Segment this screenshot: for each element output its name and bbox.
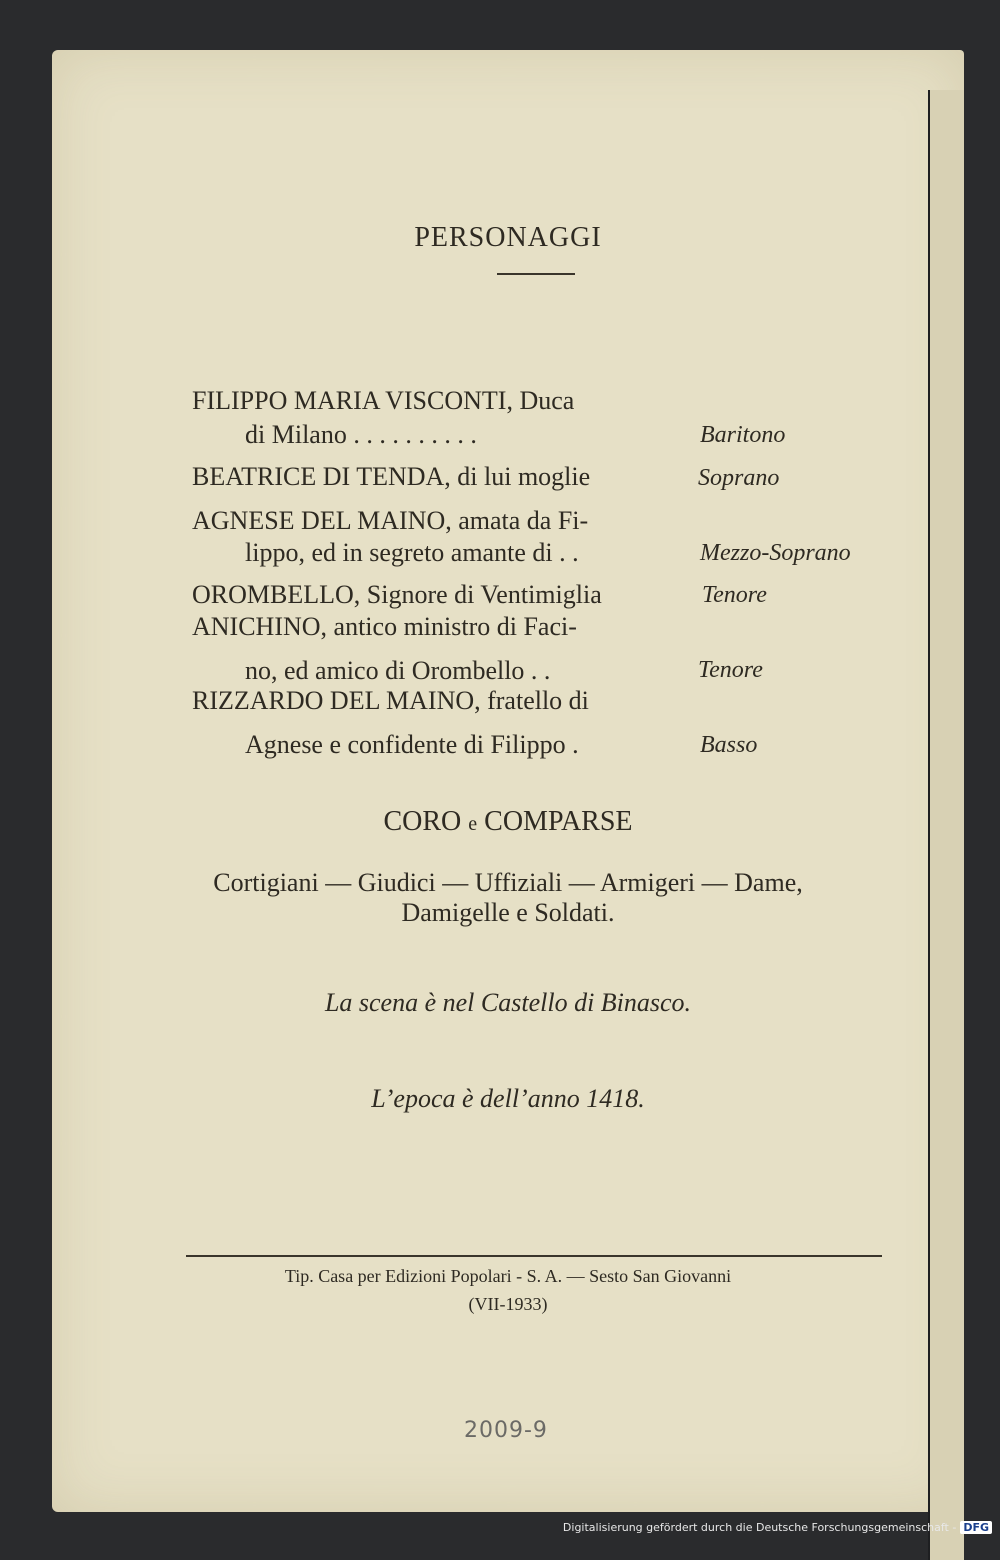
book-page: [52, 50, 964, 1512]
cast-name-line: FILIPPO MARIA VISCONTI, Duca: [192, 386, 575, 415]
cast-name-line: BEATRICE DI TENDA, di lui moglie: [192, 462, 591, 491]
epoch-setting: L’epoca è dell’anno 1418.: [371, 1084, 645, 1113]
cast-name-line: OROMBELLO, Signore di Ventimiglia: [192, 580, 602, 609]
chorus-heading-a: CORO: [383, 806, 462, 837]
imprint-divider: [186, 1255, 882, 1257]
dfg-logo: DFG: [960, 1521, 992, 1534]
cast-name-line: RIZZARDO DEL MAINO, fratello di: [192, 686, 589, 715]
scene-setting: La scena è nel Castello di Binasco.: [324, 988, 692, 1017]
cast-name-line: no, ed amico di Orombello . .: [245, 656, 551, 685]
chorus-members-line: Cortigiani — Giudici — Uffiziali — Armigeri — Dame,: [213, 868, 803, 897]
chorus-members-line: Damigelle e Soldati.: [401, 898, 615, 927]
cast-role: Basso: [700, 732, 758, 758]
cast-role: Soprano: [698, 465, 780, 491]
cast-name-line: Agnese e confidente di Filippo .: [245, 730, 579, 759]
cast-role: Baritono: [700, 422, 786, 448]
cast-name-line: ANICHINO, antico ministro di Faci-: [192, 612, 577, 641]
chorus-heading: [52, 806, 964, 838]
cast-name-line: AGNESE DEL MAINO, amata da Fi-: [192, 506, 589, 535]
cast-role: Tenore: [698, 657, 763, 683]
chorus-heading-b: COMPARSE: [484, 806, 633, 837]
cast-name-line: lippo, ed in segreto amante di . .: [245, 538, 579, 567]
chorus-heading-conj: e: [468, 813, 478, 835]
cast-name-line: di Milano . . . . . . . . . .: [245, 420, 477, 449]
page-title: PERSONAGGI: [414, 222, 602, 253]
digitization-credit: [563, 1521, 992, 1534]
cast-role: Mezzo-Soprano: [700, 540, 851, 566]
printer-date: (VII-1933): [468, 1294, 548, 1314]
handwritten-shelfmark: 2009-9: [464, 1418, 548, 1443]
title-divider: [497, 273, 575, 275]
printer-imprint: Tip. Casa per Edizioni Popolari - S. A. — Sesto San Giovanni: [284, 1266, 732, 1286]
credit-text: Digitalisierung gefördert durch die Deutsche Forschungsgemeinschaft -: [562, 1521, 957, 1534]
cast-role: Tenore: [702, 582, 767, 608]
